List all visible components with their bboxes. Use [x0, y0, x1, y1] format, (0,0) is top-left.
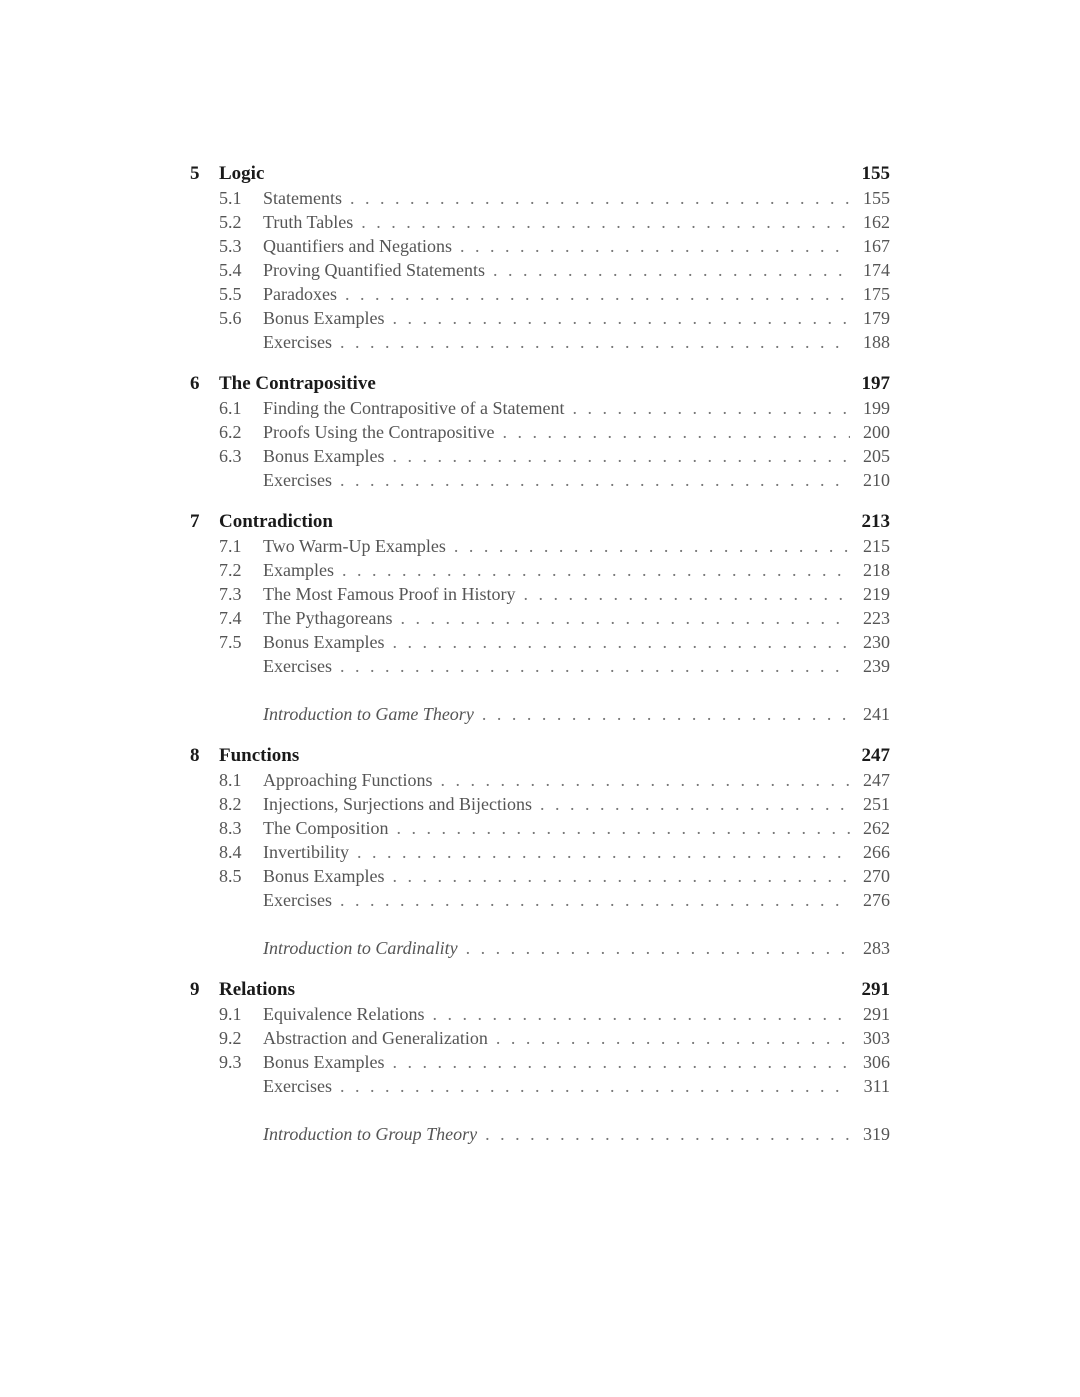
exercises-title: Exercises — [263, 332, 332, 352]
dot-leader — [345, 282, 850, 306]
spacer — [190, 1098, 890, 1122]
section-entry[interactable] — [190, 210, 890, 234]
section-number: 7.4 — [219, 608, 242, 628]
dot-leader — [340, 888, 850, 912]
section-entry[interactable] — [190, 306, 890, 330]
chapter-heading[interactable] — [190, 372, 890, 396]
section-page-number: 262 — [863, 818, 890, 838]
section-number: 5.5 — [219, 284, 242, 304]
exercises-page-number: 311 — [863, 1076, 890, 1096]
section-title: Injections, Surjections and Bijections — [263, 794, 532, 814]
section-title: Proofs Using the Contrapositive — [263, 422, 495, 442]
dot-leader — [393, 306, 851, 330]
section-number: 7.3 — [219, 584, 242, 604]
section-entry[interactable] — [190, 558, 890, 582]
chapter-title: Contradiction — [219, 511, 333, 532]
section-title: Equivalence Relations — [263, 1004, 425, 1024]
chapter-block — [190, 372, 890, 492]
chapter-page-number: 197 — [861, 373, 890, 394]
section-page-number: 266 — [863, 842, 890, 862]
chapter-block — [190, 744, 890, 960]
section-entry[interactable] — [190, 420, 890, 444]
dot-leader — [440, 768, 850, 792]
chapter-block — [190, 162, 890, 354]
dot-leader — [361, 210, 850, 234]
section-title: Bonus Examples — [263, 1052, 385, 1072]
section-entry[interactable] — [190, 1050, 890, 1074]
section-title: Invertibility — [263, 842, 349, 862]
section-title: Proving Quantified Statements — [263, 260, 485, 280]
section-page-number: 200 — [863, 422, 890, 442]
exercises-page-number: 210 — [863, 470, 890, 490]
chapter-number: 9 — [190, 979, 200, 1000]
dot-leader — [503, 420, 851, 444]
section-title: Finding the Contrapositive of a Statement — [263, 398, 565, 418]
dot-leader — [540, 792, 850, 816]
section-page-number: 162 — [863, 212, 890, 232]
section-entry[interactable] — [190, 444, 890, 468]
section-page-number: 291 — [863, 1004, 890, 1024]
dot-leader — [485, 1122, 850, 1146]
section-number: 6.3 — [219, 446, 242, 466]
section-number: 7.1 — [219, 536, 242, 556]
exercises-page-number: 276 — [863, 890, 890, 910]
section-number: 9.1 — [219, 1004, 242, 1024]
table-of-contents — [190, 162, 890, 1164]
section-page-number: 218 — [863, 560, 890, 580]
dot-leader — [350, 186, 850, 210]
introduction-entry[interactable] — [190, 936, 890, 960]
dot-leader — [340, 1074, 850, 1098]
exercises-title: Exercises — [263, 890, 332, 910]
section-title: Examples — [263, 560, 334, 580]
section-title: Approaching Functions — [263, 770, 433, 790]
section-page-number: 205 — [863, 446, 890, 466]
dot-leader — [496, 1026, 850, 1050]
chapter-heading[interactable] — [190, 744, 890, 768]
dot-leader — [340, 468, 850, 492]
dot-leader — [397, 816, 851, 840]
section-title: Bonus Examples — [263, 632, 385, 652]
section-number: 8.2 — [219, 794, 242, 814]
section-page-number: 199 — [863, 398, 890, 418]
introduction-entry[interactable] — [190, 1122, 890, 1146]
chapter-heading[interactable] — [190, 162, 890, 186]
section-title: The Pythagoreans — [263, 608, 393, 628]
section-entry[interactable] — [190, 582, 890, 606]
exercises-page-number: 239 — [863, 656, 890, 676]
section-page-number: 175 — [863, 284, 890, 304]
dot-leader — [454, 534, 850, 558]
dot-leader — [493, 258, 850, 282]
chapter-heading[interactable] — [190, 978, 890, 1002]
section-title: The Most Famous Proof in History — [263, 584, 516, 604]
section-entry[interactable] — [190, 864, 890, 888]
introduction-page-number: 283 — [863, 938, 890, 958]
exercises-title: Exercises — [263, 470, 332, 490]
dot-leader — [357, 840, 850, 864]
dot-leader — [400, 606, 850, 630]
section-title: Statements — [263, 188, 342, 208]
section-title: Paradoxes — [263, 284, 337, 304]
dot-leader — [393, 630, 851, 654]
section-page-number: 270 — [863, 866, 890, 886]
chapter-page-number: 155 — [861, 163, 890, 184]
section-number: 5.3 — [219, 236, 242, 256]
section-entry[interactable] — [190, 840, 890, 864]
exercises-entry[interactable] — [190, 1074, 890, 1098]
dot-leader — [466, 936, 850, 960]
section-entry[interactable] — [190, 606, 890, 630]
section-entry[interactable] — [190, 186, 890, 210]
section-number: 9.3 — [219, 1052, 242, 1072]
section-page-number: 219 — [863, 584, 890, 604]
chapter-page-number: 213 — [861, 511, 890, 532]
section-number: 5.4 — [219, 260, 242, 280]
exercises-entry[interactable] — [190, 468, 890, 492]
exercises-title: Exercises — [263, 656, 332, 676]
section-entry[interactable] — [190, 768, 890, 792]
section-page-number: 306 — [863, 1052, 890, 1072]
introduction-title: Introduction to Game Theory — [263, 704, 474, 724]
dot-leader — [393, 1050, 851, 1074]
section-entry[interactable] — [190, 1026, 890, 1050]
section-page-number: 223 — [863, 608, 890, 628]
section-number: 7.5 — [219, 632, 242, 652]
chapter-heading[interactable] — [190, 510, 890, 534]
chapter-title: Relations — [219, 979, 295, 1000]
chapter-title: Logic — [219, 163, 265, 184]
section-number: 8.5 — [219, 866, 242, 886]
chapter-number: 5 — [190, 163, 200, 184]
section-page-number: 167 — [863, 236, 890, 256]
section-entry[interactable] — [190, 630, 890, 654]
section-entry[interactable] — [190, 234, 890, 258]
dot-leader — [572, 396, 850, 420]
spacer — [190, 912, 890, 936]
section-entry[interactable] — [190, 534, 890, 558]
introduction-entry[interactable] — [190, 702, 890, 726]
dot-leader — [393, 864, 851, 888]
section-number: 8.1 — [219, 770, 242, 790]
dot-leader — [340, 330, 850, 354]
chapter-page-number: 291 — [861, 979, 890, 1000]
exercises-entry[interactable] — [190, 330, 890, 354]
section-title: The Composition — [263, 818, 389, 838]
exercises-entry[interactable] — [190, 888, 890, 912]
section-entry[interactable] — [190, 282, 890, 306]
dot-leader — [482, 702, 850, 726]
section-title: Bonus Examples — [263, 308, 385, 328]
section-title: Bonus Examples — [263, 446, 385, 466]
spacer — [190, 678, 890, 702]
section-entry[interactable] — [190, 792, 890, 816]
introduction-title: Introduction to Group Theory — [263, 1124, 478, 1144]
section-number: 5.6 — [219, 308, 242, 328]
section-title: Truth Tables — [263, 212, 354, 232]
section-entry[interactable] — [190, 816, 890, 840]
section-page-number: 215 — [863, 536, 890, 556]
chapter-number: 7 — [190, 511, 200, 532]
section-number: 6.2 — [219, 422, 242, 442]
chapter-title: The Contrapositive — [219, 373, 376, 394]
section-page-number: 230 — [863, 632, 890, 652]
section-number: 6.1 — [219, 398, 242, 418]
section-page-number: 155 — [863, 188, 890, 208]
chapter-block — [190, 510, 890, 726]
dot-leader — [524, 582, 850, 606]
section-title: Bonus Examples — [263, 866, 385, 886]
introduction-title: Introduction to Cardinality — [263, 938, 458, 958]
dot-leader — [460, 234, 850, 258]
section-title: Two Warm-Up Examples — [263, 536, 446, 556]
dot-leader — [432, 1002, 850, 1026]
section-number: 8.3 — [219, 818, 242, 838]
chapter-block — [190, 978, 890, 1146]
section-page-number: 303 — [863, 1028, 890, 1048]
section-number: 9.2 — [219, 1028, 242, 1048]
section-entry[interactable] — [190, 396, 890, 420]
section-entry[interactable] — [190, 1002, 890, 1026]
section-number: 5.2 — [219, 212, 242, 232]
chapter-number: 6 — [190, 373, 200, 394]
section-number: 8.4 — [219, 842, 242, 862]
exercises-title: Exercises — [263, 1076, 332, 1096]
chapter-page-number: 247 — [861, 745, 890, 766]
section-page-number: 247 — [863, 770, 890, 790]
section-page-number: 251 — [863, 794, 890, 814]
section-number: 7.2 — [219, 560, 242, 580]
introduction-page-number: 241 — [863, 704, 890, 724]
dot-leader — [393, 444, 851, 468]
chapter-number: 8 — [190, 745, 200, 766]
exercises-page-number: 188 — [863, 332, 890, 352]
section-title: Abstraction and Generalization — [263, 1028, 488, 1048]
section-page-number: 174 — [863, 260, 890, 280]
exercises-entry[interactable] — [190, 654, 890, 678]
dot-leader — [342, 558, 850, 582]
section-title: Quantifiers and Negations — [263, 236, 452, 256]
chapter-title: Functions — [219, 745, 300, 766]
section-entry[interactable] — [190, 258, 890, 282]
section-page-number: 179 — [863, 308, 890, 328]
introduction-page-number: 319 — [863, 1124, 890, 1144]
dot-leader — [340, 654, 850, 678]
section-number: 5.1 — [219, 188, 242, 208]
